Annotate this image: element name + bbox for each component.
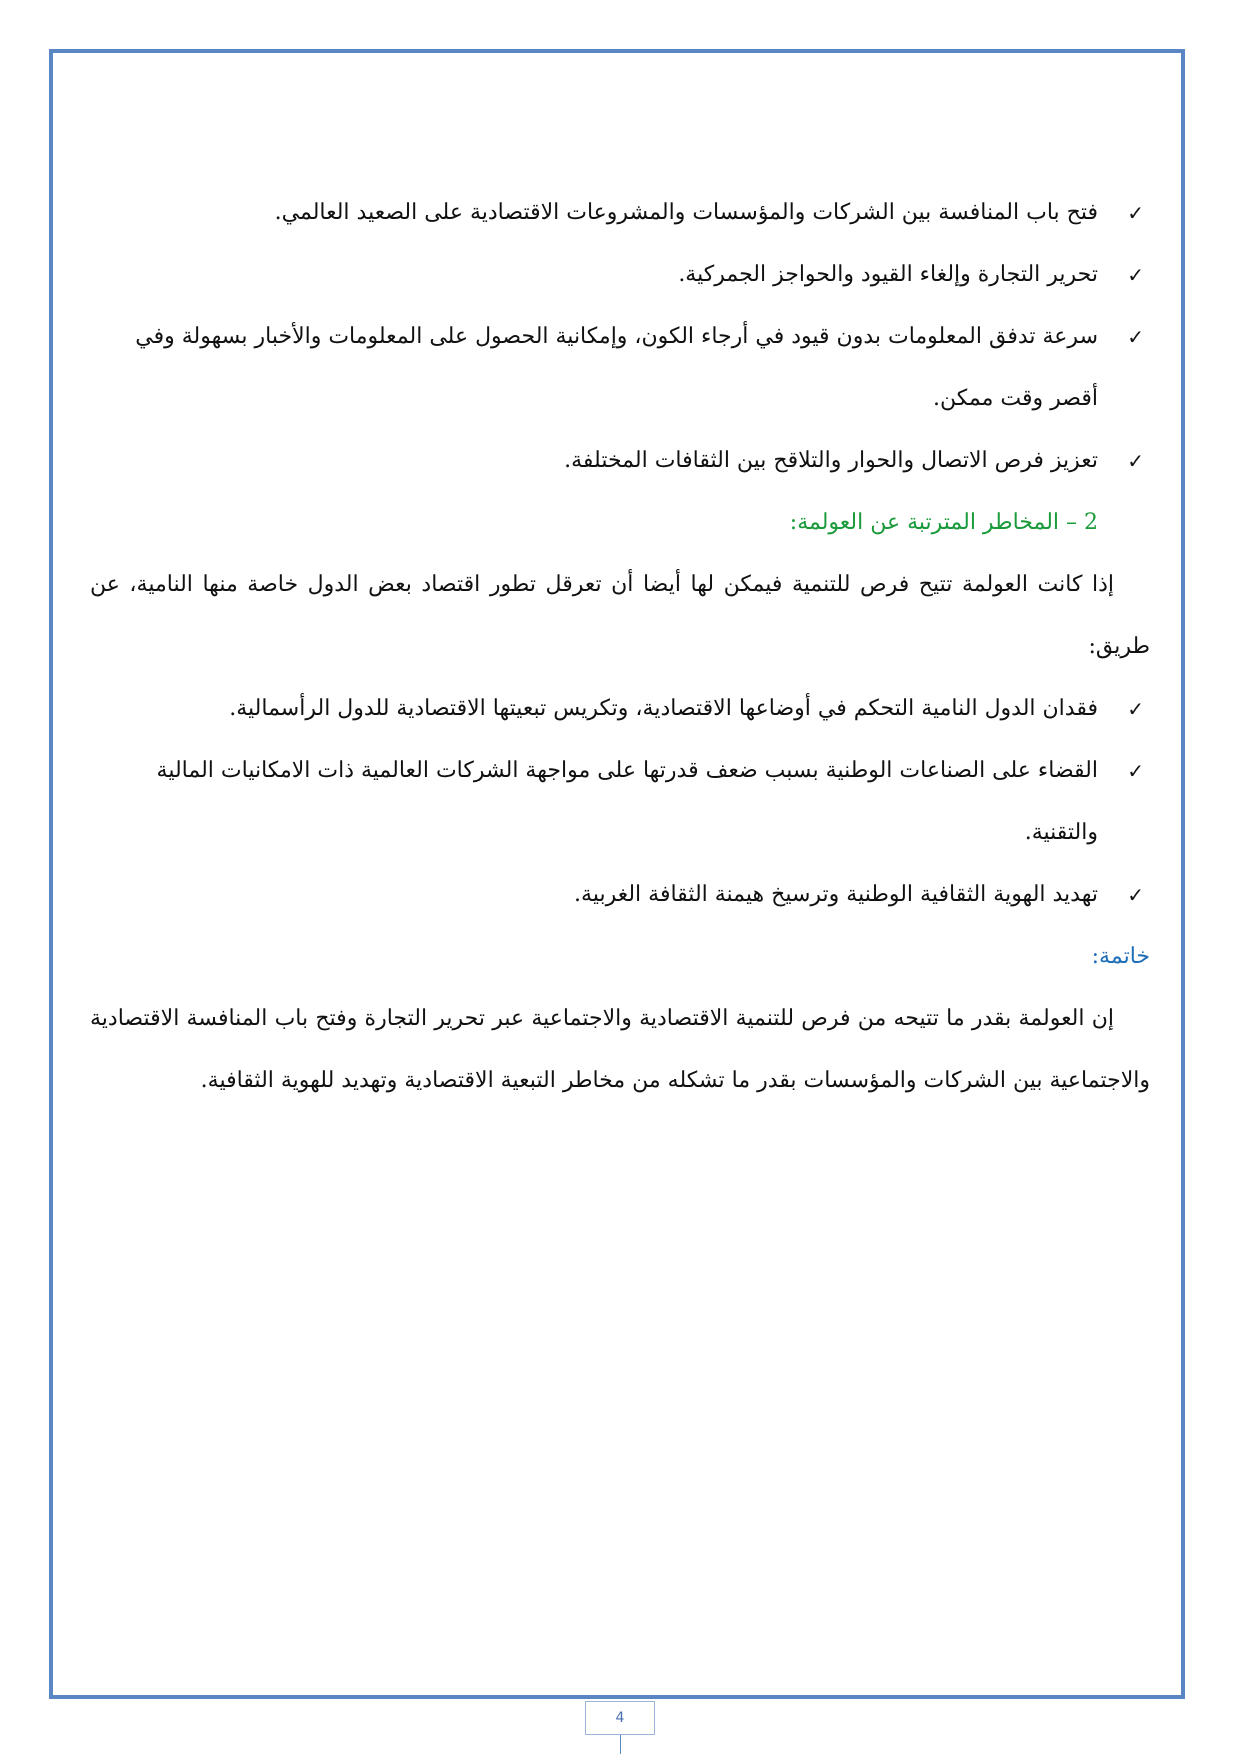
advantages-list [90,182,1150,492]
list-item: ✓ تعزيز فرص الاتصال والحوار والتلاقح بين الثقافات المختلفة. [90,430,1150,492]
list-item: ✓ القضاء على الصناعات الوطنية بسبب ضعف قدرتها على مواجهة الشركات العالمية ذات الامكانيات المالية والتقنية. [90,740,1150,864]
page-number: 4 [585,1701,655,1735]
list-item: ✓ فقدان الدول النامية التحكم في أوضاعها الاقتصادية، وتكريس تبعيتها الاقتصادية للدول الرأسمالية. [90,678,1150,740]
check-icon: ✓ [1127,759,1144,783]
check-icon: ✓ [1127,263,1144,287]
list-item: ✓ تحرير التجارة وإلغاء القيود والحواجز الجمركية. [90,244,1150,306]
list-item: ✓ تهديد الهوية الثقافية الوطنية وترسيخ هيمنة الثقافة الغربية. [90,864,1150,926]
list-item: ✓ فتح باب المنافسة بين الشركات والمؤسسات والمشروعات الاقتصادية على الصعيد العالمي. [90,182,1150,244]
conclusion-paragraph: إن العولمة بقدر ما تتيحه من فرص للتنمية الاقتصادية والاجتماعية عبر تحرير التجارة وفتح باب المنافسة الاقتصادية والاجتماعية بين الشركات والمؤسسات بقدر ما تشكله من مخاطر التبعية الاقتصادية وتهديد للهوية الثقافية. [90,1006,1150,1093]
list-item: ✓ سرعة تدفق المعلومات بدون قيود في أرجاء الكون، وإمكانية الحصول على المعلومات والأخبار بسهولة وفي أقصر وقت ممكن. [90,306,1150,430]
conclusion-heading: خاتمة: [1091,944,1150,969]
risks-intro-paragraph: إذا كانت العولمة تتيح فرص للتنمية فيمكن لها أيضا أن تعرقل تطور اقتصاد بعض الدول خاصة منها النامية، عن طريق: [90,572,1150,659]
document-body [90,182,1150,1112]
page-number-stem [620,1735,621,1754]
section-heading-risks: 2 – المخاطر المترتبة عن العولمة: [789,510,1098,535]
check-icon: ✓ [1127,201,1144,225]
risks-list [90,678,1150,926]
check-icon: ✓ [1127,325,1144,349]
check-icon: ✓ [1127,883,1144,907]
check-icon: ✓ [1127,697,1144,721]
check-icon: ✓ [1127,449,1144,473]
